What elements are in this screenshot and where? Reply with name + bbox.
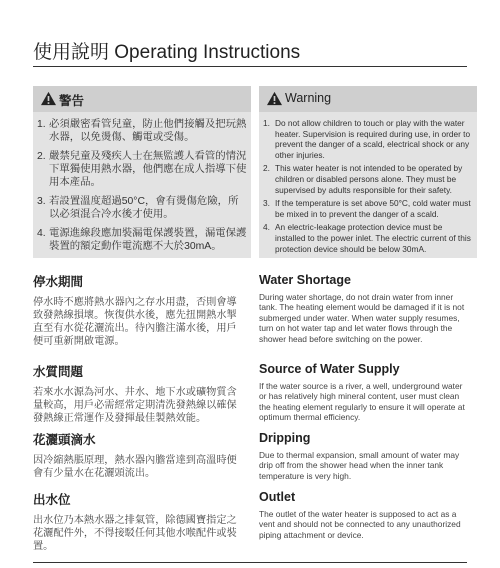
section-body: During water shortage, do not drain water from inner tank. The heating element would be damaged if it is not submerged under water. When water supply resumes, turn on hot water tap and let water flows through the shower head before switching on the power.: [259, 292, 465, 344]
warning-triangle-icon: [266, 91, 283, 106]
section-heading: Outlet: [259, 490, 296, 504]
section-outlet-en: [259, 490, 471, 540]
warning-item-zh: 4. 電源進線段應加裝漏電保護裝置，漏電保護裝置的額定動作電流應不大於30mA。: [37, 228, 247, 252]
section-water-quality-zh: [33, 362, 243, 425]
section-dripping-zh: [33, 430, 243, 480]
section-heading: 水質問題: [33, 365, 84, 379]
section-water-shortage-zh: [33, 272, 243, 348]
section-water-shortage-en: [259, 273, 471, 344]
section-heading: Dripping: [259, 431, 311, 445]
warning-item-en: 3. If the temperature is set above 50°C, cold water must be mixed in to prevent the danger of a scald.: [263, 198, 471, 219]
warning-item-en: 4. An electric-leakage protection device must be installed to the power inlet. The electric current of this protection device should be below 30mA.: [263, 222, 471, 254]
section-heading: 出水位: [33, 493, 71, 507]
warning-list-zh: [37, 118, 247, 259]
warning-box-en: [259, 86, 477, 258]
warning-item-en: 1. Do not allow children to touch or play with the water heater. Supervision is required during use, in order to prevent the danger of a scald, electrical shock or any other injuries.: [263, 118, 471, 160]
warning-item-zh: 2. 嚴禁兒童及殘疾人士在無監護人看管的情況下單獨使用熱水器，他們應在成人指導下使用本產品。: [37, 151, 247, 188]
warning-item-zh: 1. 必須嚴密看管兒童，防止他們接觸及把玩熱水器，以免燙傷、觸電或受傷。: [37, 119, 247, 143]
warning-heading-en: Warning: [285, 91, 332, 105]
warning-item-zh: 3. 若設置溫度超過50°C，會有燙傷危險，所以必須混合冷水後才使用。: [37, 196, 239, 220]
section-body: The outlet of the water heater is supposed to act as a vent and should not be connected to any unauthorized piping attachment or device.: [259, 509, 461, 540]
warning-list-en: [263, 118, 473, 257]
section-body: Due to thermal expansion, small amount of water may drip off from the shower head when the inner tank temperature is very high.: [259, 450, 460, 481]
warning-heading-zh: 警告: [59, 94, 85, 108]
section-body: 若來水水源為河水、井水、地下水或礦物質含量較高，用戶必需經常定期清洗發熱線以確保發熱線正常運作及發揮最佳製熱效能。: [33, 387, 237, 424]
section-heading: 停水期間: [33, 275, 84, 289]
title-rule-top: [33, 66, 467, 67]
section-source-of-water-supply-en: [259, 362, 471, 423]
section-heading: Water Shortage: [259, 273, 351, 287]
warning-header-zh: [33, 86, 251, 112]
section-body: If the water source is a river, a well, underground water or has relatively high mineral content, user must clean the heating element regularly to ensure it will operate at optimum thermal efficiency.: [259, 381, 465, 423]
section-heading: Source of Water Supply: [259, 362, 400, 376]
section-heading: 花灑頭滴水: [33, 433, 96, 447]
section-body: 出水位乃本熱水器之排氣管，除德國寶指定之花灑配件外，不得接駁任何其他水喉配件或裝置。: [33, 515, 237, 552]
warning-box-zh: [33, 86, 251, 258]
warning-triangle-icon: [40, 91, 57, 106]
section-body: 因冷縮熱脹原理，熱水器內膽當達到高溫時便會有少量水在花灑頭流出。: [33, 455, 237, 479]
warning-item-en: 2. This water heater is not intended to be operated by children or disabled persons alone. They must be supervised by adults responsible for their safety.: [263, 163, 463, 195]
warning-header-en: [259, 86, 477, 112]
page-title: 使用說明 Operating Instructions: [33, 42, 301, 63]
section-body: 停水時不應將熱水器內之存水用盡，否則會導致發熱線損壞。恢復供水後，應先扭開熱水掣直至有水從花灑流出。待內膽注滿水後，用戶便可重新開啟電源。: [33, 297, 237, 347]
section-dripping-en: [259, 431, 471, 481]
bottom-rule: [33, 562, 467, 563]
section-outlet-zh: [33, 490, 243, 553]
